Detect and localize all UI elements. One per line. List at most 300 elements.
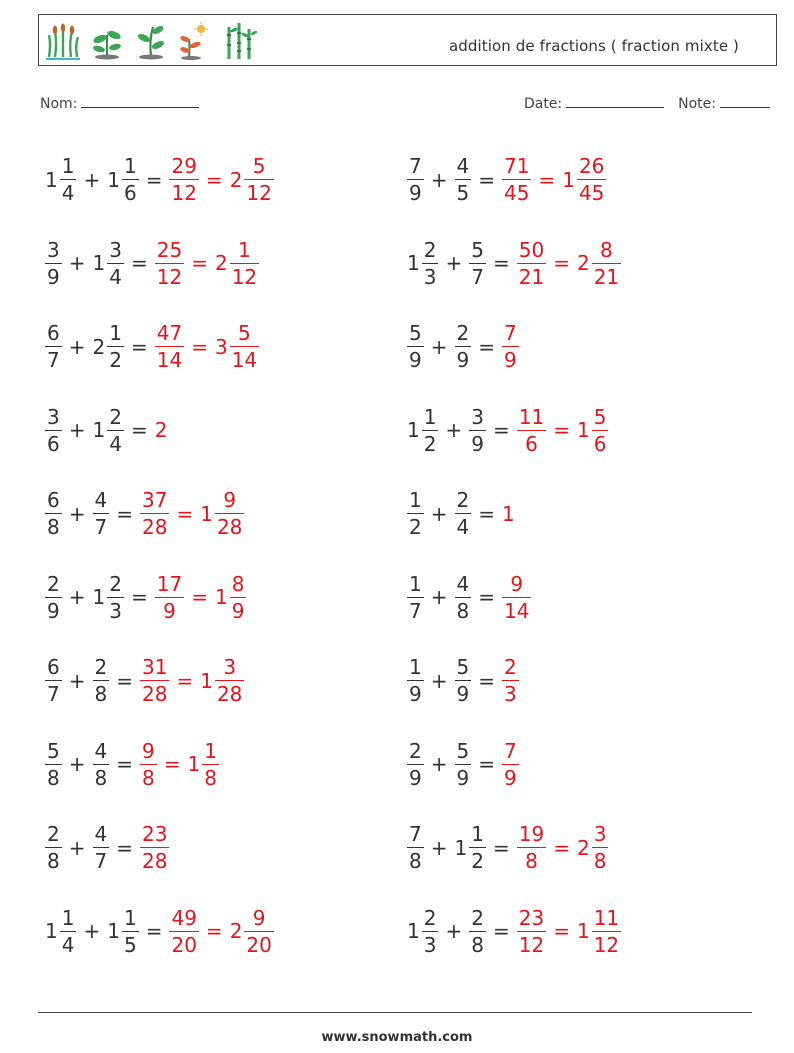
answer-value [153,573,186,622]
first-term-fraction [407,656,424,705]
answer-fraction-bar [592,931,621,932]
answer-fraction [592,406,609,455]
answer-denominator: 12 [156,264,183,289]
first-term-whole: 1 [407,418,420,443]
answer-numerator: 47 [156,321,183,346]
first-term-fraction [45,740,62,789]
answer-fraction-bar [592,263,621,264]
problem-column-right [405,138,623,973]
second-term-denominator: 4 [109,431,122,456]
answer-fraction-bar [502,597,531,598]
answer-fraction-bar [517,430,546,431]
answer-fraction [502,573,531,622]
problem-row [43,890,276,974]
first-term-numerator: 1 [61,905,75,930]
equals-sign: = [492,251,510,276]
equals-sign: = [492,919,510,944]
second-term-fraction-bar [469,847,486,848]
answer-fraction-bar [230,597,247,598]
first-term-numerator: 1 [61,154,75,179]
first-term-denominator: 2 [423,431,437,456]
answer-denominator: 9 [504,348,517,373]
answer-numerator: 9 [142,738,155,763]
footer-divider [38,1012,752,1013]
answer-whole: 2 [214,251,228,276]
answer-denominator: 45 [504,181,530,206]
answer-value [138,489,171,538]
first-term-fraction-bar [407,346,424,347]
second-term-fraction [469,823,486,872]
answer-value [560,155,608,204]
footer-url: www.snowmath.com [321,1030,473,1045]
first-term-denominator: 7 [409,598,422,623]
answer-denominator: 20 [171,932,197,957]
sprout-icon [133,21,169,61]
second-term-fraction-bar [93,764,110,765]
answer-fraction [517,907,546,956]
second-term-denominator: 9 [471,431,484,456]
grade-label: Note: [678,96,716,112]
second-term-whole: 1 [92,418,106,443]
answer-fraction [140,740,157,789]
second-term-whole: 1 [92,251,106,276]
first-term-numerator: 7 [409,822,422,847]
answer-numerator: 3 [223,655,237,680]
answer-denominator: 28 [142,682,168,707]
flower-sun-icon [177,21,213,61]
first-term-fraction-bar [407,764,424,765]
answer-whole: 1 [576,919,590,944]
answer-numerator: 1 [204,738,217,763]
second-term-numerator: 4 [94,822,108,847]
problem-row [405,472,623,556]
second-term-whole: 1 [454,835,468,860]
answer-denominator: 12 [246,181,272,206]
answer-fraction [517,239,546,288]
answer-fraction [215,656,244,705]
answer-value [198,656,246,705]
answer-numerator: 7 [504,738,517,763]
answer-fraction [215,489,244,538]
answer-numerator: 17 [156,571,183,596]
second-term-numerator: 1 [109,321,122,346]
answer-numerator: 25 [156,237,183,262]
second-term-denominator: 2 [471,849,484,874]
problem-row [405,138,623,222]
answer-equals-sign: = [553,835,570,860]
second-term-fraction-bar [455,764,472,765]
first-term-fraction-bar [45,764,62,765]
second-term-fraction-bar [455,597,472,598]
first-term-numerator: 6 [47,321,60,346]
problem-row [43,556,276,640]
second-term-fraction [93,489,110,538]
answer-numerator: 7 [504,321,517,346]
problem-row [43,138,276,222]
answer-whole: 1 [562,167,575,192]
answer-value [500,155,533,204]
second-term-denominator: 3 [109,598,122,623]
equals-sign: = [492,418,510,443]
first-term-denominator: 9 [409,181,422,206]
answer-value [153,418,168,442]
answer-numerator: 5 [593,404,607,429]
answer-numerator: 11 [593,905,620,930]
answer-numerator: 71 [504,154,530,179]
answer-value [500,740,521,789]
second-term-fraction-bar [107,346,124,347]
problem-row [405,222,623,306]
equals-sign: = [478,501,495,526]
answer-value [138,656,171,705]
answer-numerator: 31 [142,655,168,680]
first-term-denominator: 4 [61,932,75,957]
answer-equals-sign: = [191,334,208,359]
first-term-numerator: 2 [423,237,437,262]
equals-sign: = [145,167,163,192]
first-term-denominator: 8 [409,849,422,874]
date-grade-fields [524,95,770,112]
answer-denominator: 14 [156,348,183,373]
answer-numerator: 8 [600,237,613,262]
answer-denominator: 28 [216,515,243,540]
answer-whole: 2 [229,167,243,192]
problem-row [43,639,276,723]
answer-denominator: 20 [246,932,272,957]
answer-fraction-bar [169,179,198,180]
answer-value [575,907,623,956]
equals-sign: = [130,251,148,276]
answer-fraction-bar [577,179,606,180]
plus-sign: + [68,752,86,777]
first-term-fraction [422,907,439,956]
first-term-numerator: 2 [423,905,437,930]
second-term-numerator: 1 [123,905,137,930]
answer-fraction-bar [244,179,273,180]
equals-sign: = [478,752,495,777]
first-term-fraction-bar [45,847,62,848]
header-box [38,14,777,66]
answer-value [186,740,221,789]
answer-numerator: 23 [142,822,168,847]
second-term-whole: 1 [107,167,120,192]
answer-denominator: 9 [163,598,176,623]
second-term-numerator: 2 [456,488,470,513]
first-term-denominator: 8 [47,849,60,874]
first-term-fraction [45,322,62,371]
second-term-fraction-bar [469,263,486,264]
answer-fraction-bar [155,597,184,598]
answer-fraction-bar [502,680,519,681]
second-term-denominator: 7 [94,515,108,540]
plus-sign: + [68,251,86,276]
date-blank[interactable] [566,95,664,108]
answer-fraction-bar [140,764,157,765]
second-term-denominator: 9 [456,682,470,707]
answer-value [167,155,200,204]
answer-fraction-bar [244,931,273,932]
answer-fraction [202,740,219,789]
problem-row [405,890,623,974]
answer-fraction-bar [155,263,184,264]
second-term-numerator: 2 [471,905,484,930]
first-term-fraction-bar [45,597,62,598]
first-term-denominator: 6 [47,431,60,456]
answer-denominator: 8 [525,849,538,874]
answer-whole: 3 [214,334,228,359]
second-term-denominator: 8 [456,598,470,623]
answer-fraction-bar [502,764,519,765]
second-term-numerator: 3 [471,404,484,429]
second-term-denominator: 5 [456,181,470,206]
answer-fraction-bar [517,263,546,264]
answer-whole: 1 [502,501,515,526]
answer-equals-sign: = [191,251,208,276]
first-term-numerator: 2 [47,822,60,847]
name-blank[interactable] [81,95,199,108]
answer-numerator: 9 [223,488,237,513]
name-field [40,95,199,112]
bamboo-icon [221,21,257,61]
second-term-fraction-bar [122,931,139,932]
second-term-numerator: 1 [123,154,137,179]
answer-numerator: 49 [171,905,197,930]
first-term-whole: 1 [407,251,420,276]
second-term-fraction [107,406,124,455]
answer-equals-sign: = [205,919,223,944]
answer-denominator: 28 [142,515,168,540]
header-icons [45,21,257,61]
first-term-fraction [407,740,424,789]
second-term-numerator: 5 [471,237,484,262]
answer-fraction-bar [230,263,259,264]
answer-denominator: 6 [525,431,538,456]
first-term-fraction [407,155,424,204]
equals-sign: = [478,668,495,693]
answer-numerator: 3 [593,822,607,847]
first-term-fraction-bar [45,263,62,264]
plus-sign: + [430,334,448,359]
equals-sign: = [478,167,495,192]
answer-numerator: 8 [231,571,245,596]
second-term-denominator: 4 [456,515,470,540]
answer-whole: 1 [200,668,213,693]
equals-sign: = [116,752,133,777]
problem-column-left [43,138,276,973]
first-term-fraction [45,489,62,538]
first-term-whole: 1 [45,919,58,944]
answer-value [575,406,610,455]
first-term-fraction-bar [407,847,424,848]
answer-fraction-bar [140,847,169,848]
equals-sign: = [116,501,133,526]
answer-value [575,239,623,288]
first-term-fraction [407,573,424,622]
first-term-fraction-bar [45,513,62,514]
second-term-fraction-bar [93,680,110,681]
first-term-denominator: 9 [47,264,60,289]
second-term-fraction [455,155,472,204]
equals-sign: = [116,668,133,693]
answer-numerator: 37 [142,488,168,513]
answer-numerator: 2 [504,655,517,680]
answer-denominator: 14 [504,598,530,623]
second-term-numerator: 2 [456,321,470,346]
answer-value [500,502,515,526]
equals-sign: = [478,334,495,359]
answer-denominator: 9 [231,598,245,623]
problem-row [43,389,276,473]
equals-sign: = [116,835,133,860]
first-term-denominator: 3 [423,264,437,289]
answer-denominator: 12 [593,932,620,957]
answer-whole: 2 [576,835,590,860]
answer-value [198,489,246,538]
answer-value [138,740,159,789]
answer-fraction [155,239,184,288]
grade-blank[interactable] [720,95,770,108]
answer-fraction [140,823,169,872]
answer-fraction [577,155,606,204]
problem-row [405,723,623,807]
second-term-fraction [122,155,139,204]
second-term-fraction-bar [93,847,110,848]
answer-whole: 2 [576,251,590,276]
second-term-denominator: 8 [94,682,108,707]
first-term-fraction-bar [422,430,439,431]
answer-numerator: 9 [252,905,266,930]
problem-row [405,806,623,890]
problem-row [405,556,623,640]
answer-numerator: 19 [518,822,545,847]
answer-denominator: 21 [593,264,620,289]
second-term-numerator: 4 [456,154,470,179]
answer-numerator: 5 [252,154,266,179]
first-term-fraction-bar [60,931,77,932]
answer-fraction-bar [215,513,244,514]
plus-sign: + [445,251,463,276]
first-term-fraction [45,656,62,705]
answer-fraction-bar [592,430,609,431]
answer-fraction [244,907,273,956]
answer-whole: 1 [576,418,590,443]
second-term-fraction [455,489,472,538]
first-term-numerator: 3 [47,237,60,262]
second-term-denominator: 7 [471,264,484,289]
answer-whole: 1 [214,585,228,610]
second-term-fraction [93,740,110,789]
second-term-whole: 1 [92,585,106,610]
second-term-denominator: 9 [456,348,470,373]
second-term-numerator: 4 [456,571,470,596]
first-term-denominator: 8 [47,515,60,540]
first-term-fraction-bar [407,179,424,180]
equals-sign: = [478,585,495,610]
answer-value [213,239,261,288]
problem-row [405,305,623,389]
second-term-denominator: 4 [109,264,122,289]
date-label: Date: [523,96,563,112]
answer-denominator: 8 [593,849,607,874]
answer-fraction-bar [502,179,531,180]
second-term-fraction [107,573,124,622]
answer-numerator: 29 [171,154,197,179]
first-term-fraction [45,573,62,622]
answer-denominator: 3 [504,682,517,707]
second-term-fraction [107,322,124,371]
plus-sign: + [68,501,86,526]
second-term-fraction [455,573,472,622]
second-term-numerator: 4 [94,738,108,763]
answer-fraction-bar [140,680,169,681]
answer-denominator: 12 [231,264,258,289]
first-term-numerator: 6 [47,655,60,680]
first-term-denominator: 7 [47,682,60,707]
answer-equals-sign: = [163,752,181,777]
second-term-numerator: 4 [94,488,108,513]
answer-numerator: 9 [510,571,524,596]
second-term-denominator: 5 [123,932,137,957]
answer-value [153,239,186,288]
problem-row [43,472,276,556]
first-term-numerator: 1 [409,655,422,680]
first-term-denominator: 9 [47,598,60,623]
second-term-fraction [455,740,472,789]
first-term-fraction-bar [45,430,62,431]
first-term-numerator: 1 [423,404,437,429]
second-term-fraction-bar [455,680,472,681]
grade-field [678,95,770,112]
plus-sign: + [430,835,448,860]
answer-numerator: 1 [238,237,251,262]
answer-value [515,406,548,455]
answer-value [213,322,261,371]
answer-fraction [244,155,273,204]
answer-equals-sign: = [191,585,208,610]
equals-sign: = [492,835,510,860]
second-term-fraction-bar [455,513,472,514]
first-term-fraction-bar [45,680,62,681]
second-term-fraction [122,907,139,956]
answer-value [213,573,248,622]
first-term-denominator: 2 [409,515,422,540]
first-term-denominator: 4 [61,181,75,206]
first-term-numerator: 2 [47,571,60,596]
second-term-denominator: 9 [456,765,470,790]
second-term-fraction-bar [107,430,124,431]
answer-numerator: 11 [518,404,545,429]
first-term-fraction [407,322,424,371]
first-term-denominator: 7 [47,348,60,373]
answer-denominator: 8 [142,765,155,790]
plus-sign: + [68,418,86,443]
answer-numerator: 26 [578,154,605,179]
second-term-denominator: 6 [123,181,137,206]
answer-value [515,239,548,288]
second-term-fraction [469,907,486,956]
second-term-numerator: 2 [94,655,108,680]
first-term-numerator: 7 [409,154,422,179]
plus-sign: + [430,668,448,693]
answer-fraction [517,406,546,455]
answer-fraction [230,322,259,371]
answer-fraction [140,656,169,705]
first-term-fraction-bar [422,931,439,932]
answer-equals-sign: = [553,919,570,944]
seedling-icon [89,21,125,61]
first-term-numerator: 3 [47,404,60,429]
answer-value [500,322,521,371]
